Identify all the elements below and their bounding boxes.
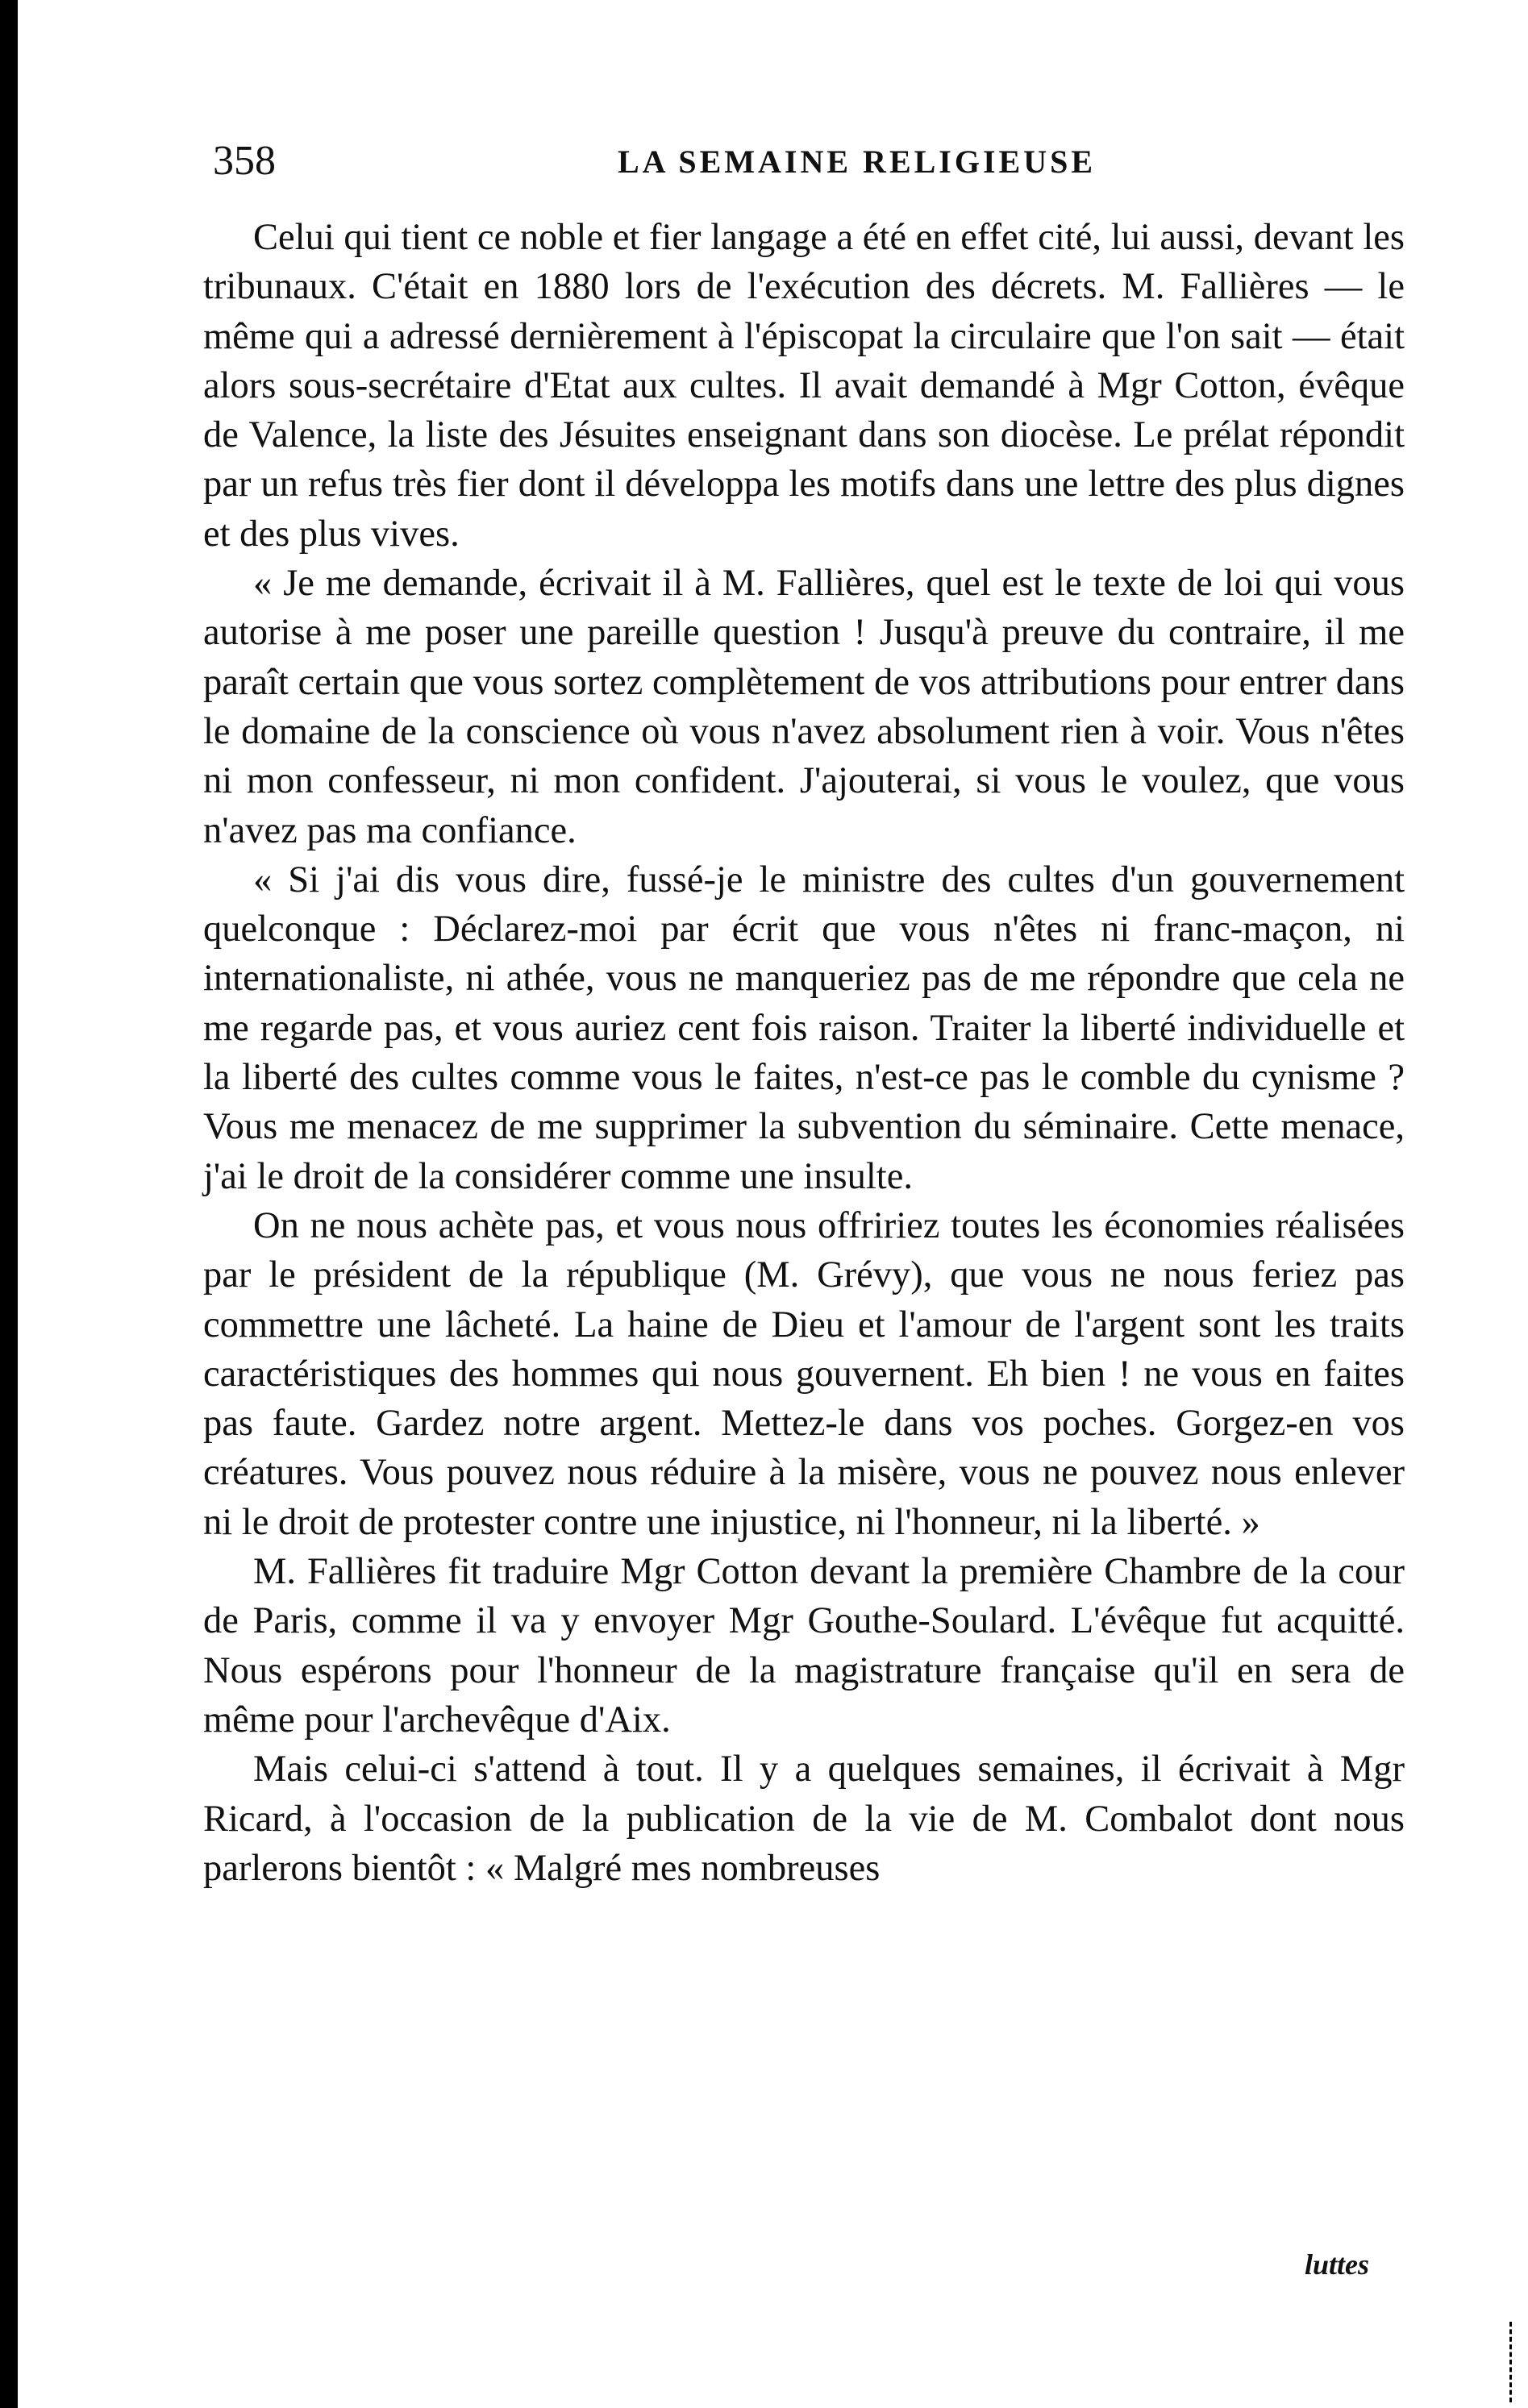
paragraph: On ne nous achète pas, et vous nous offririez toutes les économies réalisées par le président de la république (M. Grévy), que vous ne nous feriez pas commettre une lâcheté. La haine de Dieu et l'amour de l'argent sont les traits caractéristiques des hommes qui nous gouvernent. Eh bien ! ne vous en faites pas faute. Gardez notre argent. Mettez-le dans vos poches. Gorgez-en vos créatures. Vous pouvez nous réduire à la misère, vous ne pouvez nous enlever ni le droit de protester contre une injustice, ni l'honneur, ni la liberté. » xyxy=(203,1204,1405,1543)
scan-artifact xyxy=(1509,2322,1514,2402)
paragraph: « Je me demande, écrivait il à M. Fallières, quel est le texte de loi qui vous autorise à me poser une pareille question ! Jusqu'à preuve du contraire, il me paraît certain que vous sortez complètement de vos attributions pour entrer dans le domaine de la conscience où vous n'avez absolument rien à voir. Vous n'êtes ni mon confesseur, ni mon confident. J'ajouterai, si vous le voulez, que vous n'avez pas ma confiance. xyxy=(203,563,1405,851)
catchword: luttes xyxy=(1305,2248,1370,2281)
paragraph: M. Fallières fit traduire Mgr Cotton devant la première Chambre de la cour de Paris, comme il va y envoyer Mgr Gouthe-Soulard. L'évêque fut acquitté. Nous espérons pour l'honneur de la magistrature française qu'il en sera de même pour l'archevêque d'Aix. xyxy=(203,1551,1405,1740)
paragraph: « Si j'ai dis vous dire, fussé-je le ministre des cultes d'un gouvernement quelconque : Déclarez-moi par écrit que vous n'êtes ni franc-maçon, ni internationaliste, ni athée, vous ne manqueriez pas de me répondre que cela ne me regarde pas, et vous auriez cent fois raison. Traiter la liberté individuelle et la liberté des cultes comme vous le faites, n'est-ce pas le comble du cynisme ? Vous me menacez de me supprimer la subvention du séminaire. Cette menace, j'ai le droit de la considérer comme une insulte. xyxy=(203,859,1405,1197)
scan-edge xyxy=(0,0,18,2408)
body-text xyxy=(203,213,1405,1893)
page-number: 358 xyxy=(213,138,276,184)
paragraph: Celui qui tient ce noble et fier langage a été en effet cité, lui aussi, devant les tribunaux. C'était en 1880 lors de l'exécution des décrets. M. Fallières — le même qui a adressé dernièrement à l'épiscopat la circulaire que l'on sait — était alors sous-secrétaire d'Etat aux cultes. Il avait demandé à Mgr Cotton, évêque de Valence, la liste des Jésuites enseignant dans son diocèse. Le prélat répondit par un refus très fier dont il développa les motifs dans une lettre des plus dignes et des plus vives. xyxy=(203,217,1405,555)
page-header xyxy=(213,137,1406,185)
paragraph: Mais celui-ci s'attend à tout. Il y a quelques semaines, il écrivait à Mgr Ricard, à l'occasion de la publication de la vie de M. Combalot dont nous parlerons bientôt : « Malgré mes nombreuses xyxy=(203,1749,1405,1889)
running-head: LA SEMAINE RELIGIEUSE xyxy=(618,143,1097,180)
